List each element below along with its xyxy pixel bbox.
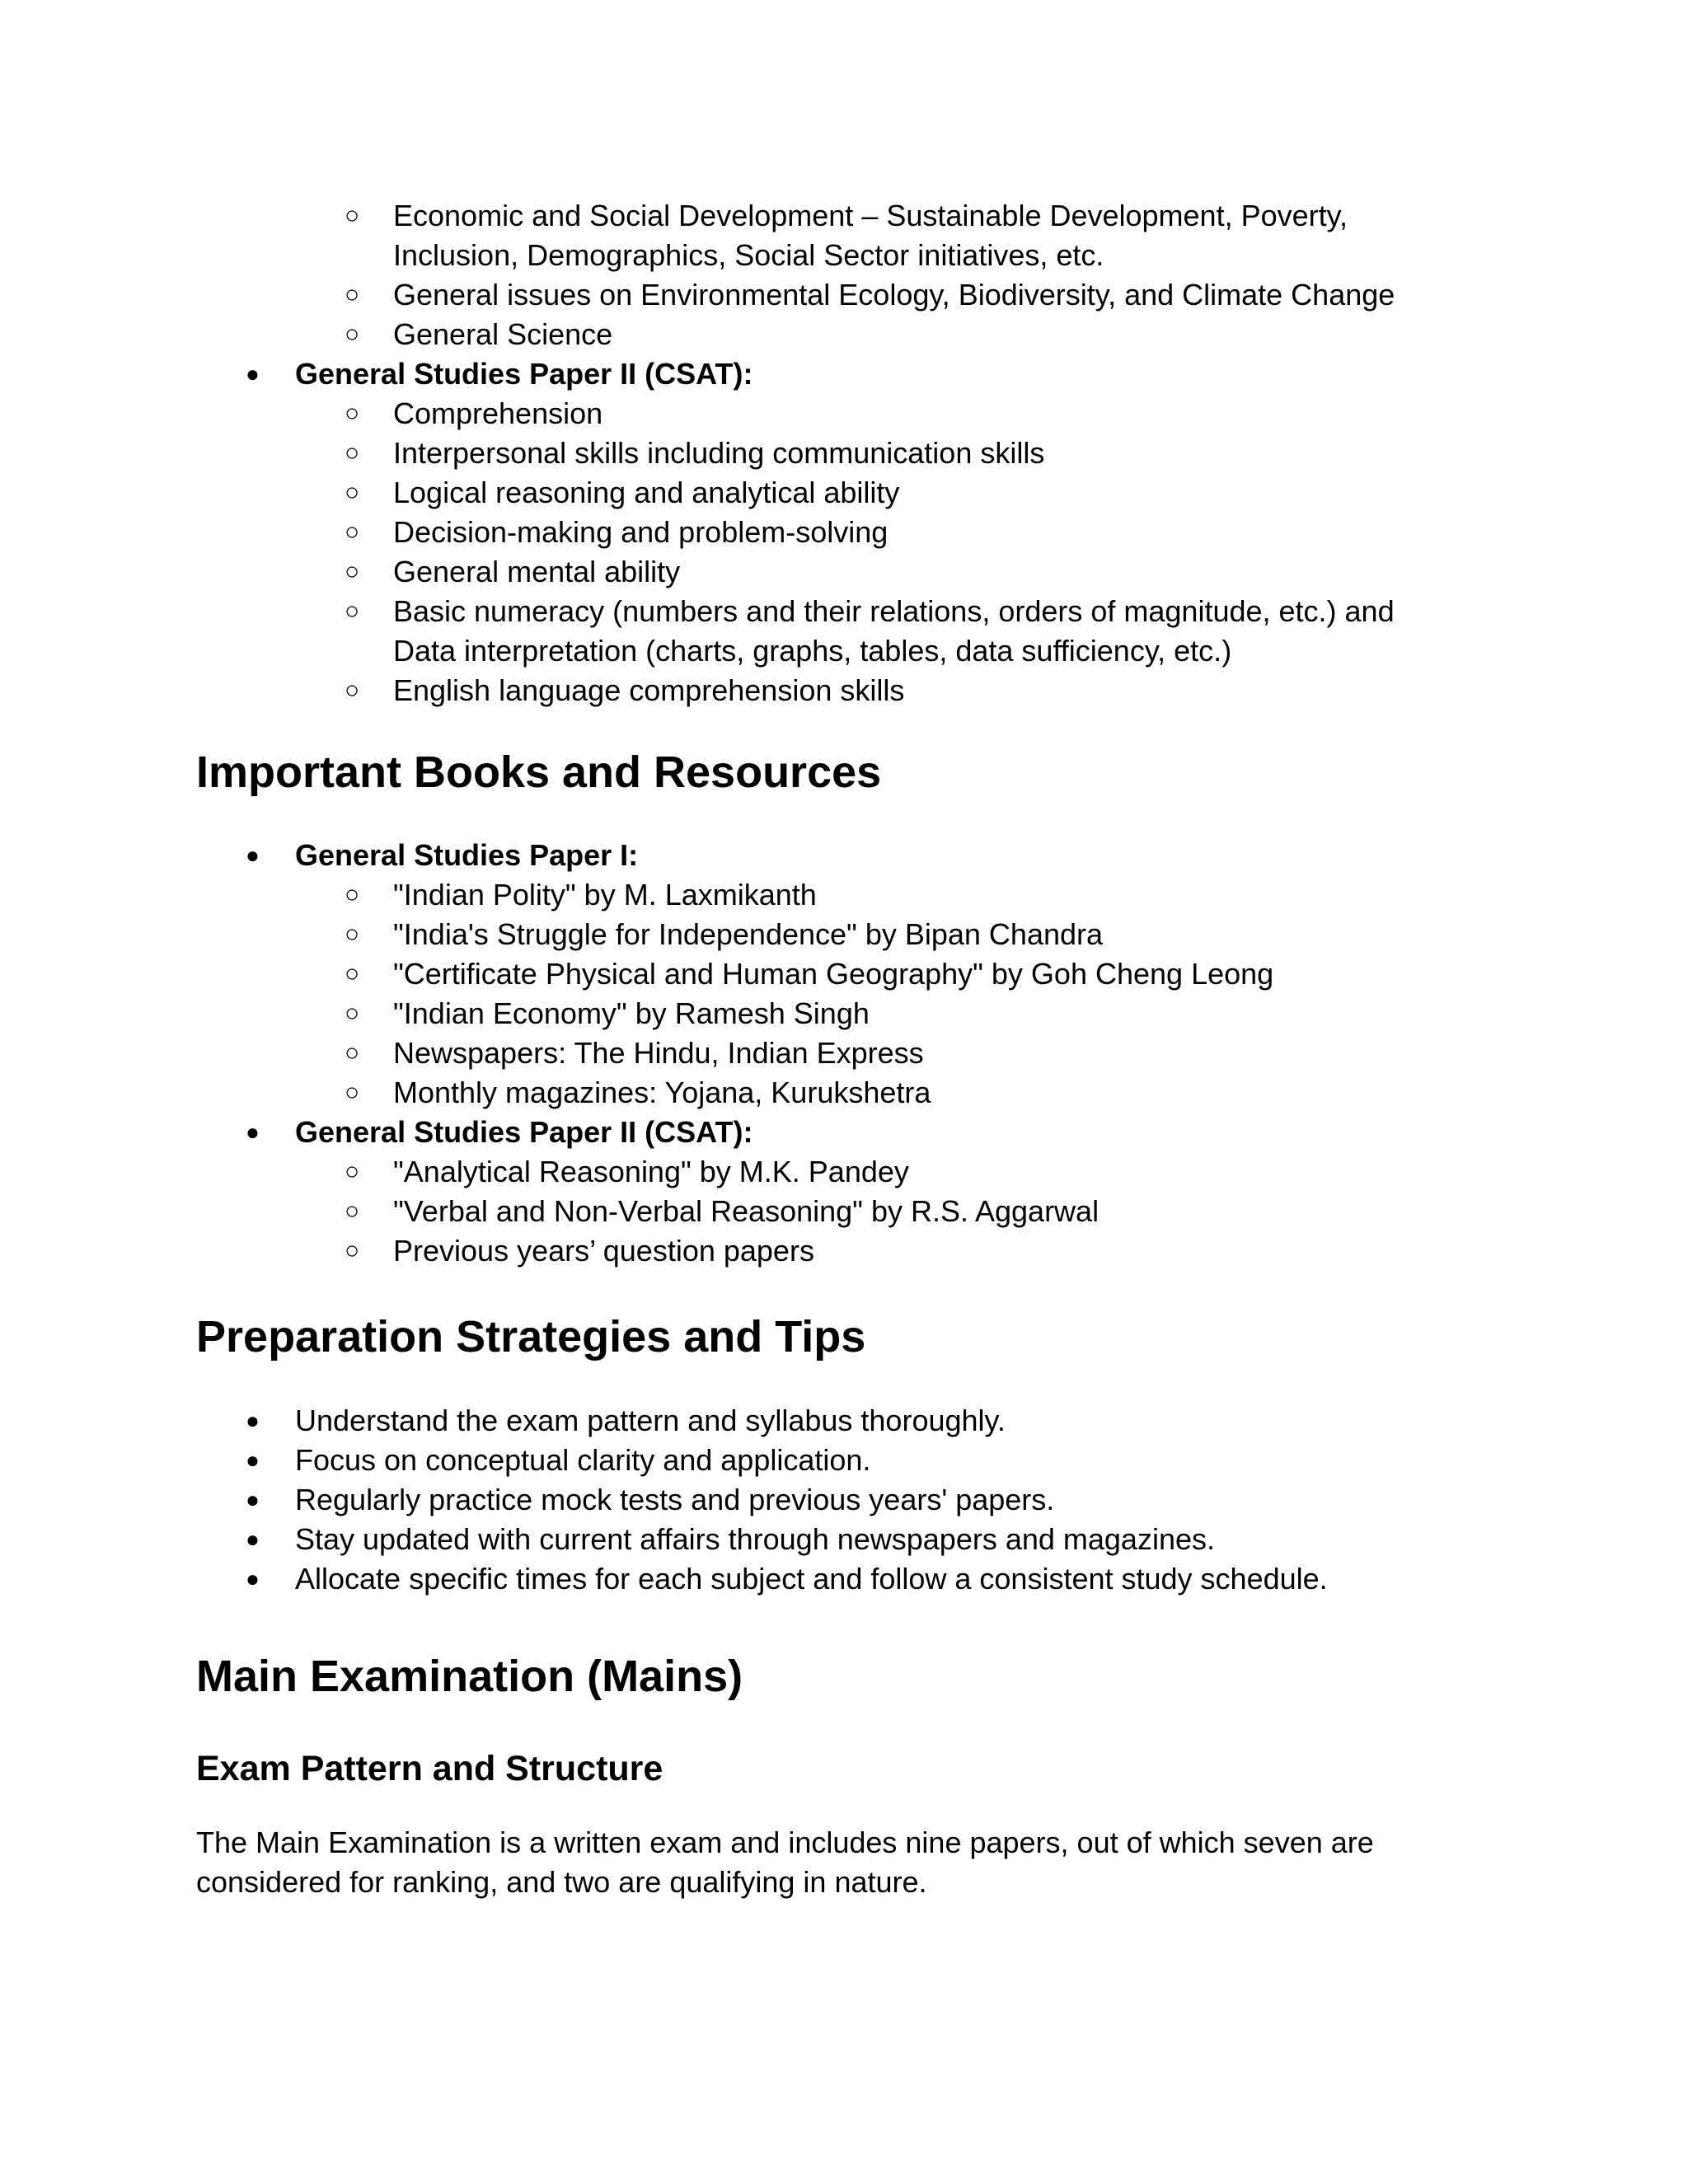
circle-bullet-icon: ○ xyxy=(345,202,360,229)
list-item: Monthly magazines: Yojana, Kurukshetra xyxy=(393,1076,931,1109)
list-item: "Indian Economy" by Ramesh Singh xyxy=(393,996,870,1030)
list-item: Comprehension xyxy=(393,396,603,430)
disc-bullet-icon: ● xyxy=(246,1487,260,1512)
circle-bullet-icon: ○ xyxy=(345,1237,360,1264)
list-item: Decision-making and problem-solving xyxy=(393,515,889,549)
circle-bullet-icon: ○ xyxy=(345,960,360,987)
circle-bullet-icon: ○ xyxy=(345,1000,360,1027)
list-item: "Certificate Physical and Human Geography" by Goh Cheng Leong xyxy=(393,957,1274,991)
list-item: Stay updated with current affairs through newspapers and magazines. xyxy=(295,1522,1215,1556)
list-item-continuation: Data interpretation (charts, graphs, tables, data sufficiency, etc.) xyxy=(393,634,1232,668)
circle-bullet-icon: ○ xyxy=(345,1197,360,1225)
list-item: "Analytical Reasoning" by M.K. Pandey xyxy=(393,1155,909,1188)
list-item: General mental ability xyxy=(393,555,681,588)
list-item: Logical reasoning and analytical ability xyxy=(393,476,900,509)
list-item: Allocate specific times for each subject and follow a consistent study schedule. xyxy=(295,1562,1328,1596)
list-heading-csat: General Studies Paper II (CSAT): xyxy=(295,357,753,391)
list-item: Economic and Social Development – Sustainable Development, Poverty, xyxy=(393,199,1348,232)
list-item: English language comprehension skills xyxy=(393,673,905,707)
circle-bullet-icon: ○ xyxy=(345,281,360,308)
circle-bullet-icon: ○ xyxy=(345,921,360,948)
list-item: "Indian Polity" by M. Laxmikanth xyxy=(393,878,817,912)
disc-bullet-icon: ● xyxy=(246,1119,260,1145)
paragraph-line: considered for ranking, and two are qualifying in nature. xyxy=(196,1865,927,1899)
list-item: Interpersonal skills including communication skills xyxy=(393,436,1045,470)
list-heading-paper2: General Studies Paper II (CSAT): xyxy=(295,1115,753,1149)
disc-bullet-icon: ● xyxy=(246,1408,260,1433)
heading-strategies: Preparation Strategies and Tips xyxy=(196,1312,866,1361)
circle-bullet-icon: ○ xyxy=(345,598,360,625)
circle-bullet-icon: ○ xyxy=(345,1039,360,1066)
list-item: General Science xyxy=(393,317,613,351)
circle-bullet-icon: ○ xyxy=(345,518,360,546)
list-item: Previous years’ question papers xyxy=(393,1234,814,1268)
circle-bullet-icon: ○ xyxy=(345,439,360,466)
circle-bullet-icon: ○ xyxy=(345,479,360,506)
disc-bullet-icon: ● xyxy=(246,1526,260,1552)
list-heading-paper1: General Studies Paper I: xyxy=(295,838,639,872)
list-item: "India's Struggle for Independence" by Bipan Chandra xyxy=(393,917,1104,951)
paragraph-line: The Main Examination is a written exam and includes nine papers, out of which seven are xyxy=(196,1825,1374,1859)
list-item: Regularly practice mock tests and previous years' papers. xyxy=(295,1483,1055,1516)
circle-bullet-icon: ○ xyxy=(345,881,360,908)
circle-bullet-icon: ○ xyxy=(345,558,360,585)
list-item: Basic numeracy (numbers and their relations, orders of magnitude, etc.) and xyxy=(393,594,1395,628)
circle-bullet-icon: ○ xyxy=(345,321,360,348)
list-item: Newspapers: The Hindu, Indian Express xyxy=(393,1036,924,1070)
list-item: Focus on conceptual clarity and application. xyxy=(295,1443,871,1477)
heading-books: Important Books and Resources xyxy=(196,748,882,797)
circle-bullet-icon: ○ xyxy=(345,1158,360,1185)
list-item: Understand the exam pattern and syllabus thoroughly. xyxy=(295,1404,1006,1437)
disc-bullet-icon: ● xyxy=(246,842,260,868)
disc-bullet-icon: ● xyxy=(246,361,260,387)
circle-bullet-icon: ○ xyxy=(345,1079,360,1106)
list-item: General issues on Environmental Ecology, Biodiversity, and Climate Change xyxy=(393,278,1395,312)
heading-mains: Main Examination (Mains) xyxy=(196,1652,743,1701)
circle-bullet-icon: ○ xyxy=(345,677,360,704)
list-item: "Verbal and Non-Verbal Reasoning" by R.S. Aggarwal xyxy=(393,1194,1100,1228)
list-item-continuation: Inclusion, Demographics, Social Sector initiatives, etc. xyxy=(393,238,1104,272)
disc-bullet-icon: ● xyxy=(246,1447,260,1473)
disc-bullet-icon: ● xyxy=(246,1566,260,1591)
subheading-exam-pattern: Exam Pattern and Structure xyxy=(196,1749,663,1788)
circle-bullet-icon: ○ xyxy=(345,400,360,427)
